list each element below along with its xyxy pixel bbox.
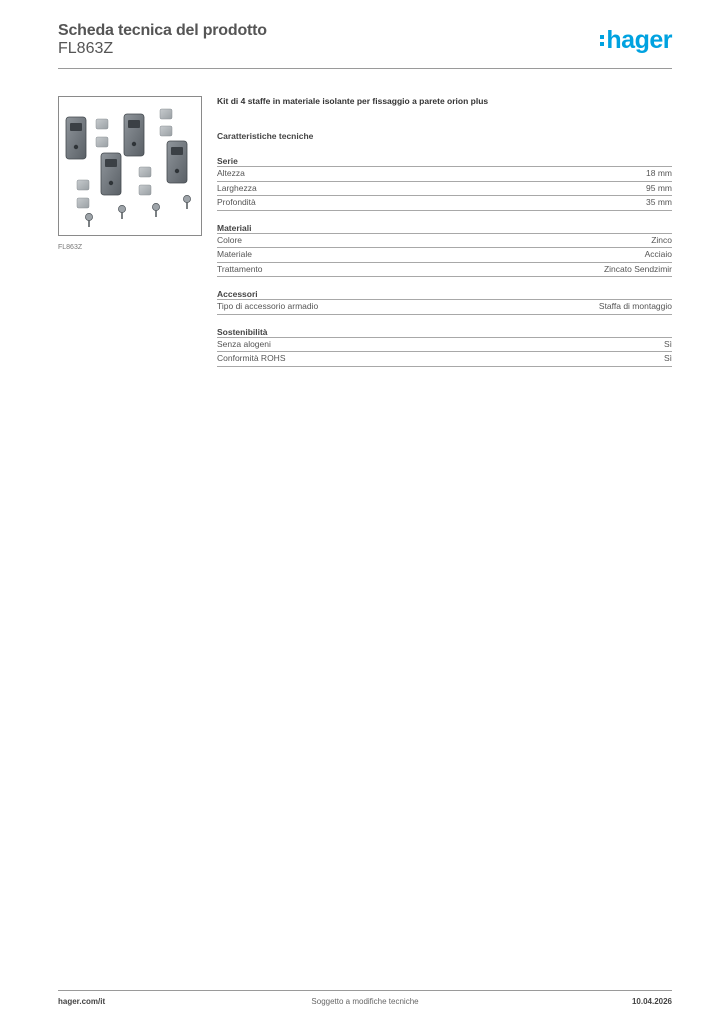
- row-value: 95 mm: [646, 182, 672, 193]
- logo-text: hager: [606, 26, 672, 54]
- row-value: Staffa di montaggio: [598, 301, 672, 311]
- row-label: Tipo di accessorio armadio: [217, 301, 319, 311]
- document-title: Scheda tecnica del prodotto: [58, 22, 267, 39]
- row-label: Larghezza: [217, 182, 257, 193]
- table-row: [217, 338, 672, 353]
- row-label: Altezza: [217, 168, 245, 178]
- bracket-4: [167, 141, 187, 183]
- table-row: [217, 300, 672, 315]
- table-row: [217, 352, 672, 367]
- footer-date: 10.04.2026: [631, 997, 672, 1006]
- page-footer: [58, 997, 672, 1009]
- row-label: Conformità ROHS: [217, 353, 286, 363]
- section-accessori: [217, 288, 672, 315]
- footer-note: Soggetto a modifiche tecniche: [311, 997, 419, 1006]
- section-title: Serie: [217, 155, 672, 167]
- footer-website-link[interactable]: hager.com/it: [58, 997, 106, 1006]
- image-caption: FL863Z: [58, 244, 83, 251]
- row-value: Sì: [663, 338, 672, 349]
- row-label: Profondità: [217, 197, 256, 207]
- bracket-1: [66, 117, 86, 159]
- table-row: [217, 182, 672, 197]
- row-label: Senza alogeni: [217, 338, 271, 349]
- bracket-3: [101, 153, 121, 195]
- product-photo-brackets-icon: [59, 97, 201, 235]
- logo-dots-icon: [600, 35, 604, 46]
- section-title: Accessori: [217, 288, 672, 300]
- characteristics-title: Caratteristiche tecniche: [217, 131, 314, 141]
- product-code: FL863Z: [58, 40, 114, 57]
- table-row: [217, 167, 672, 182]
- row-value: Zincato Sendzimir: [603, 263, 672, 274]
- product-image: [58, 96, 202, 236]
- row-value: Acciaio: [644, 249, 672, 259]
- section-materiali: [217, 222, 672, 278]
- section-serie: [217, 155, 672, 211]
- row-label: Trattamento: [217, 263, 263, 274]
- row-label: Materiale: [217, 249, 252, 259]
- table-row: [217, 196, 672, 211]
- section-title: Materiali: [217, 222, 672, 234]
- product-details: [217, 95, 672, 367]
- bracket-2: [124, 114, 144, 156]
- row-value: Zinco: [651, 234, 672, 245]
- header-divider: [58, 68, 672, 69]
- table-row: [217, 248, 672, 263]
- section-sostenibilita: [217, 326, 672, 367]
- section-title: Sostenibilità: [217, 326, 672, 338]
- table-row: [217, 234, 672, 249]
- footer-divider: [58, 990, 672, 991]
- row-value: Sì: [663, 353, 672, 363]
- product-description: Kit di 4 staffe in materiale isolante per fissaggio a parete orion plus: [217, 96, 489, 106]
- row-value: 18 mm: [646, 168, 672, 178]
- hager-logo: [600, 26, 672, 55]
- row-value: 35 mm: [646, 197, 672, 207]
- page-header: [58, 20, 672, 70]
- row-label: Colore: [217, 234, 243, 245]
- table-row: [217, 263, 672, 278]
